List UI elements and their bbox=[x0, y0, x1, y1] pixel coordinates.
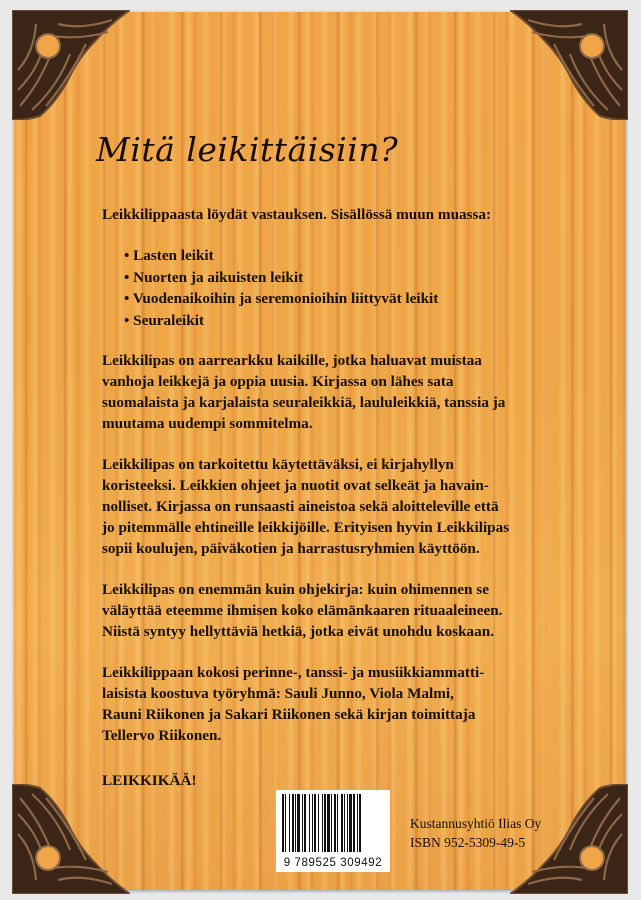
corner-ornament-top-right bbox=[510, 10, 628, 120]
barcode-bar bbox=[334, 794, 336, 852]
barcode-bars bbox=[282, 794, 384, 852]
barcode-bar bbox=[285, 794, 286, 852]
cover-text bbox=[102, 204, 572, 811]
paragraph: Leikkilippaan kokosi perinne-, tanssi- ja musiikkiammatti- laisista koostuva työryhmä: Sauli Junno, Viola Malmi, Rauni Riikonen ja Sakari Riikonen sekä kirjan toimittaja Tellervo Riikonen. bbox=[102, 664, 485, 744]
barcode-bar bbox=[357, 794, 358, 852]
list-item: • Vuodenaikoihin ja seremonioihin liittyvät leikit bbox=[124, 288, 572, 310]
barcode-bar bbox=[309, 794, 310, 852]
barcode-bar bbox=[289, 794, 290, 852]
barcode-number: 9 789525 309492 bbox=[283, 857, 383, 869]
barcode-bar bbox=[295, 794, 296, 852]
barcode-bar bbox=[322, 794, 323, 852]
book-back-cover bbox=[14, 12, 626, 890]
barcode-bar bbox=[344, 794, 345, 852]
barcode-bar bbox=[314, 794, 316, 852]
barcode-bar bbox=[337, 794, 338, 852]
barcode bbox=[276, 790, 390, 872]
intro-text: Leikkilippaasta löydät vastauksen. Sisällössä muun muassa: bbox=[102, 206, 492, 223]
list-item: • Nuorten ja aikuisten leikit bbox=[124, 267, 572, 289]
publisher-name: Kustannusyhtiö Ilias Oy bbox=[410, 816, 542, 831]
barcode-bar bbox=[347, 794, 348, 852]
barcode-bar bbox=[304, 794, 306, 852]
barcode-bar bbox=[302, 794, 303, 852]
list-item: • Seuraleikit bbox=[124, 310, 572, 332]
barcode-bar bbox=[292, 794, 294, 852]
barcode-bar bbox=[331, 794, 332, 852]
paragraph: Leikkilipas on aarrearkku kaikille, jotka haluavat muistaa vanhoja leikkejä ja oppia uusia. Kirjassa on lähes sata suomalaista ja karjalaista seuraleikkiä, laululeikkiä, tanssia ja muutama uudempi sommitelma. bbox=[102, 352, 506, 432]
barcode-bar bbox=[359, 794, 361, 852]
barcode-bar bbox=[282, 794, 284, 852]
barcode-bar bbox=[341, 794, 343, 852]
list-item: • Lasten leikit bbox=[124, 245, 572, 267]
barcode-bar bbox=[318, 794, 319, 852]
closing-text: LEIKKIKÄÄ! bbox=[102, 772, 197, 789]
publisher-info bbox=[410, 814, 541, 852]
cover-title: Mitä leikittäisiin? bbox=[96, 130, 399, 169]
barcode-bar bbox=[297, 794, 300, 852]
paragraph: Leikkilipas on tarkoitettu käytettäväksi, ei kirjahyllyn koristeeksi. Leikkien ohjeet ja nuotit ovat selkeät ja havain- nolliset. Kirjassa on runsaasti aineistoa sekä aloitteleville että jo pitemmälle ehtineille leikkijöille. Erityisen hyvin Leikkilipas sopii koulujen, päiväkotien ja harrastusryhmien käyttöön. bbox=[102, 456, 510, 557]
barcode-bar bbox=[312, 794, 313, 852]
barcode-bar bbox=[327, 794, 330, 852]
corner-ornament-top-left bbox=[12, 10, 130, 120]
barcode-bar bbox=[324, 794, 326, 852]
barcode-bar bbox=[353, 794, 355, 852]
isbn: ISBN 952-5309-49-5 bbox=[410, 835, 526, 850]
barcode-bar bbox=[349, 794, 352, 852]
paragraph: Leikkilipas on enemmän kuin ohjekirja: kuin ohimennen se väläyttää eteemme ihmisen koko elämänkaaren rituaaleineen. Niistä syntyy hellyttäviä hetkiä, jotka eivät unohdu koskaan. bbox=[102, 581, 503, 640]
contents-list bbox=[102, 245, 572, 331]
